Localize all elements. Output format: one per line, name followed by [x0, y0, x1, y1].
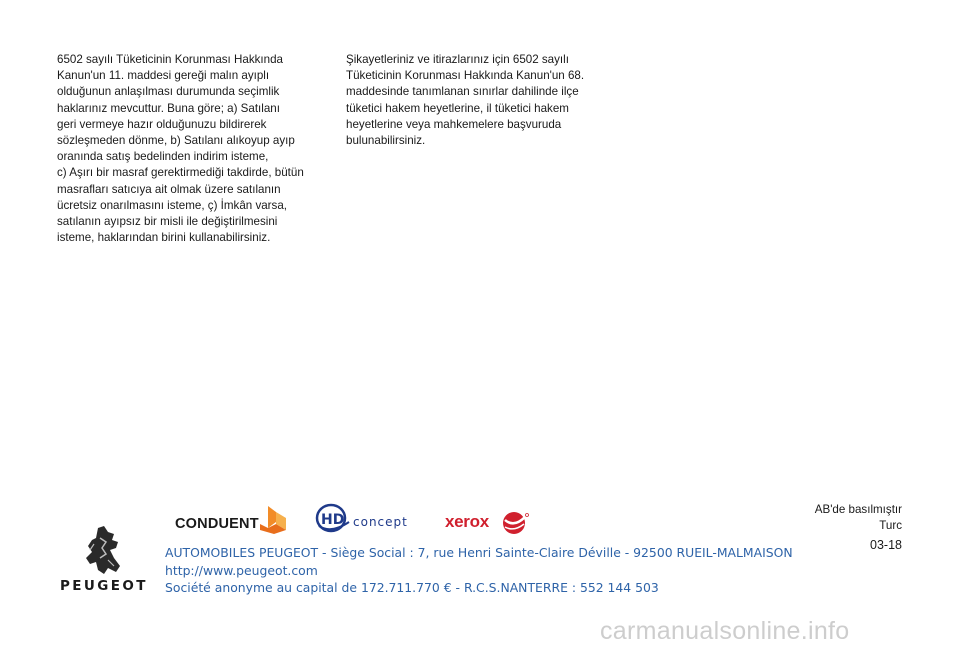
address-line-headquarters: AUTOMOBILES PEUGEOT - Siège Social : 7, rue Henri Sainte-Claire Déville - 92500 RUEIL-MALMAISON — [165, 545, 793, 560]
document-code: 03-18 — [870, 538, 902, 552]
address-line-website: http://www.peugeot.com — [165, 562, 318, 578]
print-info — [815, 502, 902, 533]
legal-text-left: 6502 sayılı Tüketicinin Korunması Hakkında Kanun'un 11. maddesi gereği malın ayıplı olduğunun anlaşılması durumunda seçimlik haklarınız mevcuttur. Buna göre; a) Satılanı geri vermeye hazır olduğunuzu bildirerek sözleşmeden dönme, b) Satılanı alıkoyup ayıp oranında satış bedelinden indirim isteme, c) Aşırı bir masraf gerektirmediği takdirde, bütün masrafları satıcıya ait olmak üzere satılanın ücretsiz onarılmasını isteme, ç) İmkân varsa, satılanın ayıpsız bir misli ile değiştirilmesini isteme, haklarından birini kullanabilirsiniz. — [57, 53, 304, 245]
hd-concept-logo — [315, 502, 408, 539]
conduent-mark-icon — [258, 504, 290, 536]
xerox-wordmark: xerox — [445, 512, 489, 531]
peugeot-lion-icon — [78, 524, 126, 576]
watermark: carmanualsonline.info — [600, 617, 850, 645]
conduent-wordmark: CONDUENT — [175, 516, 259, 532]
company-address — [165, 544, 793, 597]
language-label: Turc — [879, 518, 902, 532]
printed-in-label: AB'de basılmıştır — [814, 503, 902, 516]
svg-text:HD: HD — [321, 512, 345, 528]
peugeot-wordmark: PEUGEOT — [60, 578, 148, 594]
legal-text-right: Şikayetleriniz ve itirazlarınız için 6502 sayılı Tüketicinin Korunması Hakkında Kanun'un 68. maddesinde tanımlanan sınırlar dahilinde ilçe tüketici hakem heyetlerine, il tüketici hakem heyetlerine veya mahkemelere başvuruda bulunabilirsiniz. — [346, 53, 585, 148]
hd-concept-mark-icon — [315, 502, 355, 534]
hd-concept-wordmark: concept — [353, 515, 408, 529]
address-line-registration: Société anonyme au capital de 172.711.770 € - R.C.S.NANTERRE : 552 144 503 — [165, 580, 659, 595]
xerox-ball-icon — [500, 508, 530, 538]
